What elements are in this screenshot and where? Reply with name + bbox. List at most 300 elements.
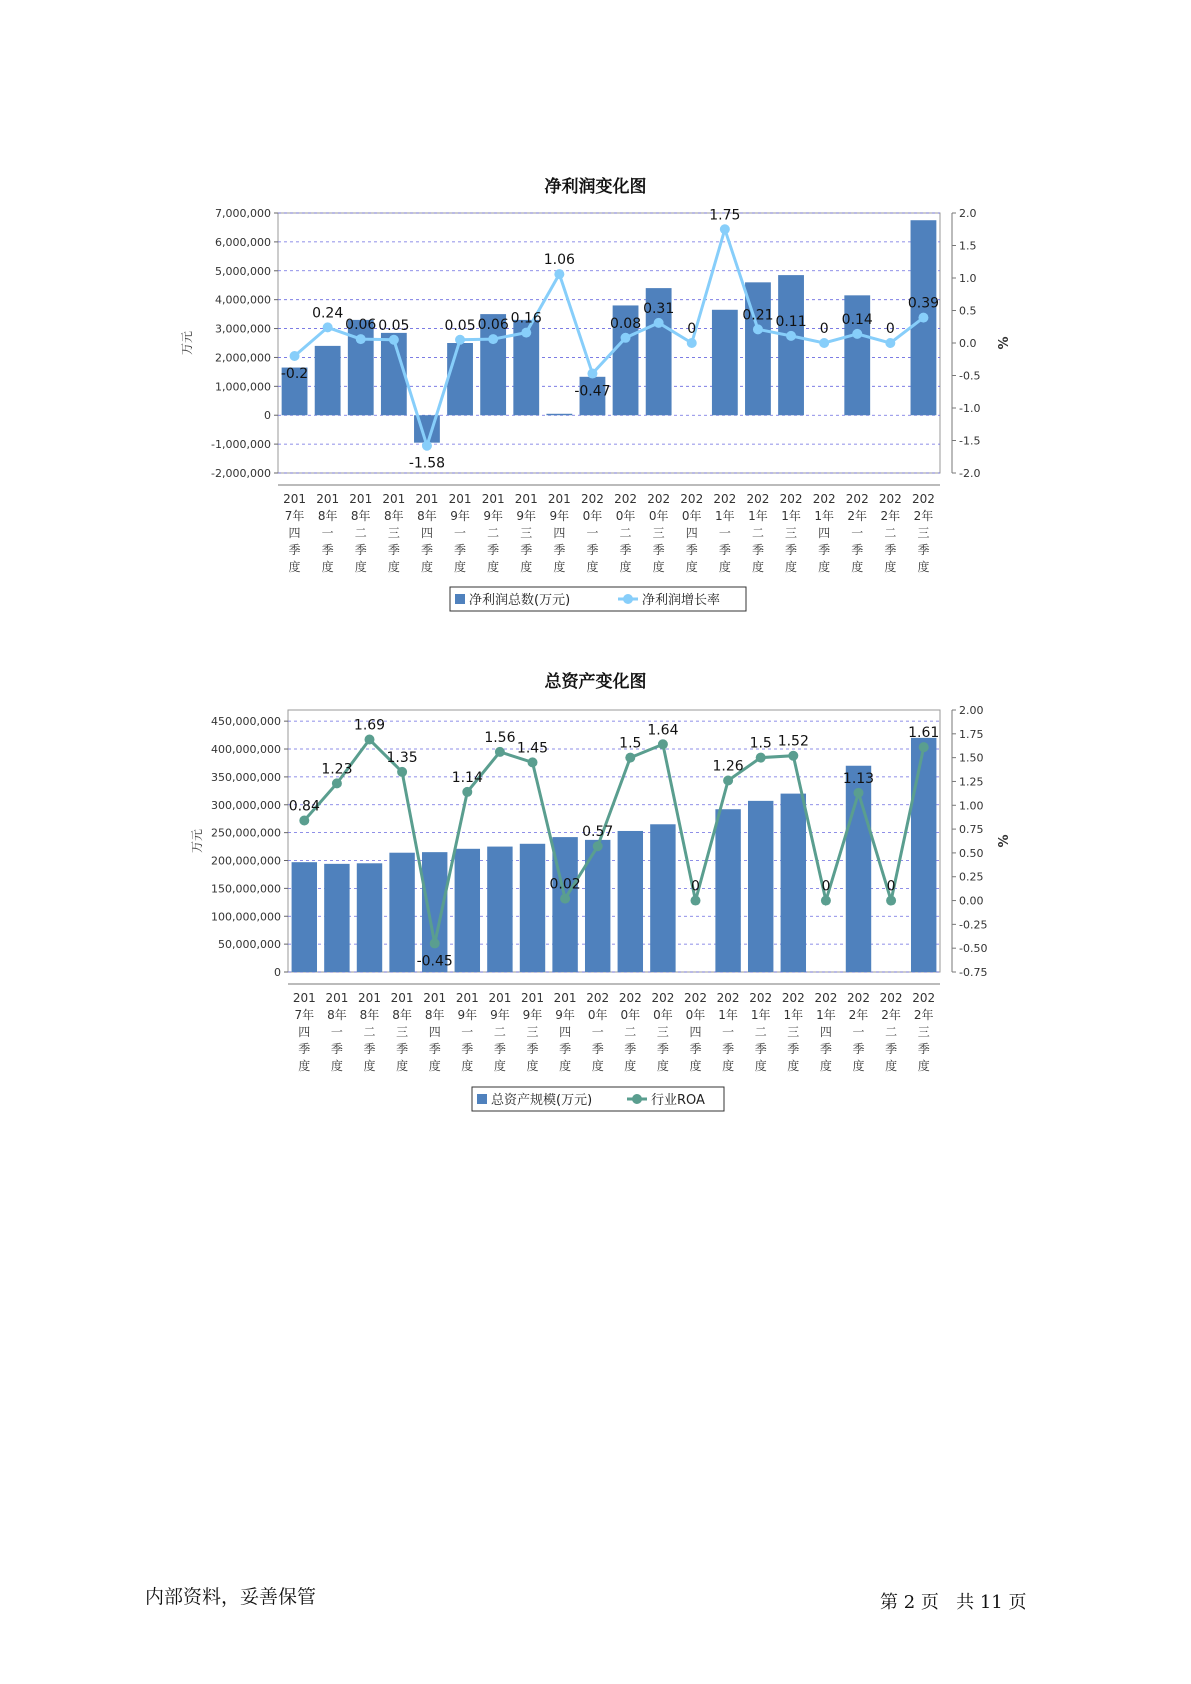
line-point	[488, 334, 498, 344]
line-point	[495, 747, 505, 757]
x-tick-label: 201	[448, 492, 472, 506]
x-tick-label: 三	[917, 1025, 930, 1039]
x-tick-label: 三	[656, 1025, 669, 1039]
line-point	[389, 335, 399, 345]
x-tick-label: 季	[363, 1042, 376, 1056]
data-label: 1.52	[777, 733, 809, 750]
data-label: 0.05	[444, 317, 476, 334]
y2-tick-label: -0.5	[959, 369, 981, 383]
x-tick-label: 度	[288, 560, 301, 574]
x-tick-label: 季	[559, 1042, 572, 1056]
y2-tick-label: 1.25	[959, 775, 984, 789]
legend-bar-swatch	[477, 1094, 487, 1104]
x-tick-label: 季	[917, 543, 930, 557]
legend-line-marker	[623, 594, 633, 604]
y-tick-label: 4,000,000	[215, 293, 271, 307]
y2-tick-label: 1.50	[959, 751, 984, 765]
x-tick-label: 季	[819, 1042, 832, 1056]
x-tick-label: 度	[851, 560, 864, 574]
x-tick-label: 季	[396, 1042, 409, 1056]
x-tick-label: 三	[917, 526, 930, 540]
x-tick-label: 一	[321, 526, 334, 540]
x-tick-label: 8年	[424, 1008, 445, 1022]
y-tick-label: 350,000,000	[211, 770, 281, 784]
x-tick-label: 8年	[327, 1008, 347, 1022]
x-tick-label: 一	[591, 1025, 604, 1039]
bar	[324, 864, 349, 972]
x-tick-label: 8年	[392, 1008, 412, 1022]
y-axis-title: 万元	[180, 330, 194, 356]
bar	[650, 824, 675, 972]
data-label: 1.75	[709, 207, 741, 224]
data-label: 1.64	[647, 722, 679, 739]
x-tick-label: 度	[852, 1059, 865, 1073]
x-tick-label: 季	[387, 543, 400, 557]
x-tick-label: 202	[618, 991, 642, 1005]
data-label: 0	[691, 878, 700, 895]
x-tick-label: 202	[812, 492, 836, 506]
x-tick-label: 一	[454, 526, 467, 540]
x-tick-label: 度	[885, 1059, 898, 1073]
y2-axis-title: %	[997, 834, 1012, 848]
x-tick-label: 201	[423, 991, 447, 1005]
x-tick-label: 度	[461, 1059, 474, 1073]
x-tick-label: 二	[624, 1025, 637, 1039]
y-tick-label: 100,000,000	[211, 910, 281, 924]
x-tick-label: 度	[819, 1059, 832, 1073]
data-label: 0	[821, 878, 831, 895]
x-tick-label: 9年	[549, 509, 570, 523]
line-point	[918, 313, 928, 323]
x-tick-label: 度	[818, 560, 831, 574]
data-label: 1.69	[353, 717, 386, 734]
x-tick-label: 四	[288, 526, 301, 540]
data-label: 0.24	[312, 305, 344, 322]
x-tick-label: 一	[722, 1025, 735, 1039]
x-tick-label: 202	[845, 492, 869, 506]
x-tick-label: 季	[330, 1042, 343, 1056]
line-point	[332, 778, 342, 788]
bar	[447, 343, 473, 415]
line-point	[587, 369, 597, 379]
data-label: 0.39	[907, 295, 940, 312]
x-tick-label: 一	[851, 526, 864, 540]
x-tick-label: 202	[680, 492, 704, 506]
x-tick-label: 度	[718, 560, 731, 574]
y2-tick-label: 0.25	[959, 870, 984, 884]
x-tick-label: 202	[878, 492, 902, 506]
y-tick-label: 200,000,000	[211, 854, 281, 868]
x-tick-label: 8年	[350, 509, 371, 523]
x-tick-label: 季	[321, 543, 334, 557]
x-tick-label: 季	[818, 543, 831, 557]
x-tick-label: 季	[787, 1042, 800, 1056]
x-tick-label: 1年	[814, 509, 834, 523]
line-point	[560, 894, 570, 904]
data-label: 0.84	[288, 798, 320, 815]
x-tick-label: 1年	[748, 509, 768, 523]
x-tick-label: 202	[586, 991, 610, 1005]
x-tick-label: 1年	[718, 1008, 738, 1022]
line-point	[691, 896, 701, 906]
x-tick-label: 度	[493, 1059, 506, 1073]
y-tick-label: -2,000,000	[211, 467, 271, 480]
line-point	[323, 322, 333, 332]
x-tick-label: 0年	[587, 1008, 608, 1022]
bar	[781, 794, 806, 972]
x-tick-label: 201	[415, 492, 439, 506]
bar	[357, 863, 382, 972]
line-point	[365, 735, 375, 745]
x-tick-label: 0年	[620, 1008, 641, 1022]
x-tick-label: 201	[358, 991, 381, 1005]
x-tick-label: 度	[652, 560, 665, 574]
data-label: 0.11	[775, 313, 807, 330]
x-tick-label: 度	[917, 560, 930, 574]
x-tick-label: 度	[396, 1059, 409, 1073]
x-tick-label: 四	[420, 526, 433, 540]
line-point	[528, 757, 538, 767]
x-tick-label: 9年	[457, 1008, 478, 1022]
y-tick-label: 150,000,000	[211, 882, 281, 896]
x-tick-label: 度	[586, 560, 599, 574]
y2-tick-label: 0.50	[959, 846, 984, 860]
y2-tick-label: -1.0	[959, 402, 981, 415]
y2-tick-label: 1.00	[959, 799, 984, 813]
bar	[520, 844, 545, 972]
x-tick-label: 度	[689, 1059, 702, 1073]
x-tick-label: 一	[586, 526, 599, 540]
data-label: 0	[885, 321, 895, 337]
x-tick-label: 四	[689, 1025, 702, 1039]
y-tick-label: 5,000,000	[215, 264, 271, 278]
x-tick-label: 度	[321, 560, 334, 574]
x-tick-label: 度	[624, 1059, 637, 1073]
x-tick-label: 四	[298, 1025, 311, 1039]
y-tick-label: 7,000,000	[215, 207, 271, 220]
data-label: -1.58	[408, 455, 446, 472]
y-tick-label: 2,000,000	[215, 351, 271, 365]
line-point	[299, 816, 309, 826]
x-tick-label: 度	[520, 560, 533, 574]
x-tick-label: 季	[754, 1042, 767, 1056]
line-point	[521, 328, 531, 338]
total-assets-chart	[0, 690, 1191, 1130]
x-tick-label: 一	[718, 526, 731, 540]
y-tick-label: 400,000,000	[211, 743, 281, 757]
chart2-title: 总资产变化图	[544, 672, 647, 692]
data-label: 1.13	[842, 770, 875, 787]
line-point	[462, 787, 472, 797]
y2-tick-label: 0.5	[959, 304, 977, 318]
total-pages: 11	[979, 1592, 1003, 1613]
x-tick-label: 季	[884, 543, 897, 557]
x-tick-label: 季	[553, 543, 566, 557]
y2-tick-label: 0.0	[959, 337, 977, 350]
legend-bar-swatch	[455, 594, 465, 604]
x-tick-label: 0年	[615, 509, 636, 523]
line-point	[397, 767, 407, 777]
y-tick-label: 250,000,000	[211, 826, 281, 840]
data-label: 1.26	[712, 758, 744, 775]
legend-line-marker	[632, 1094, 642, 1104]
line-point	[854, 788, 864, 798]
x-tick-label: 度	[685, 560, 698, 574]
x-tick-label: 二	[363, 1025, 376, 1039]
x-tick-label: 季	[288, 543, 301, 557]
y-tick-label: 450,000,000	[211, 715, 281, 729]
x-tick-label: 季	[619, 543, 632, 557]
x-tick-label: 季	[689, 1042, 702, 1056]
x-tick-label: 2年	[913, 509, 934, 523]
data-label: -0.2	[280, 366, 309, 382]
x-tick-label: 202	[814, 991, 838, 1005]
x-tick-label: 度	[754, 1059, 767, 1073]
bar	[455, 849, 480, 972]
data-label: 0.05	[378, 317, 410, 334]
x-tick-label: 201	[283, 492, 307, 506]
x-tick-label: 202	[911, 492, 935, 506]
y2-tick-label: -0.50	[959, 942, 988, 956]
x-tick-label: 0年	[648, 509, 669, 523]
y2-tick-label: 1.0	[959, 272, 977, 285]
x-tick-label: 二	[619, 526, 632, 540]
line-point	[786, 331, 796, 341]
data-label: 1.5	[749, 735, 772, 752]
x-tick-label: 季	[685, 543, 698, 557]
y-tick-label: 6,000,000	[215, 235, 271, 249]
x-tick-label: 度	[428, 1059, 441, 1073]
x-tick-label: 度	[884, 560, 897, 574]
x-tick-label: 一	[330, 1025, 343, 1039]
bar	[618, 831, 643, 972]
line-point	[852, 329, 862, 339]
data-label: 0	[687, 321, 697, 337]
x-tick-label: 201	[292, 991, 316, 1005]
x-tick-label: 201	[547, 492, 571, 506]
x-tick-label: 0年	[653, 1008, 673, 1022]
bar	[546, 414, 572, 415]
y2-tick-label: -0.25	[959, 918, 988, 932]
y-tick-label: 0	[264, 409, 271, 423]
x-tick-label: 度	[354, 560, 367, 574]
x-tick-label: 202	[749, 991, 773, 1005]
x-tick-label: 季	[354, 543, 367, 557]
x-tick-label: 0年	[681, 509, 702, 523]
x-tick-label: 202	[847, 991, 870, 1005]
bar	[748, 801, 773, 972]
x-tick-label: 201	[349, 492, 373, 506]
x-tick-label: 9年	[490, 1008, 510, 1022]
x-tick-label: 2年	[913, 1008, 934, 1022]
line-point	[885, 338, 895, 348]
x-tick-label: 8年	[417, 509, 437, 523]
x-tick-label: 季	[428, 1042, 441, 1056]
x-tick-label: 201	[481, 492, 505, 506]
x-tick-label: 四	[818, 526, 831, 540]
line-point	[886, 896, 896, 906]
line-point	[919, 742, 929, 752]
bar	[292, 862, 317, 972]
legend-bar-label: 净利润总数(万元)	[469, 593, 571, 608]
x-tick-label: 四	[553, 526, 566, 540]
line-point	[554, 269, 564, 279]
x-tick-label: 季	[420, 543, 433, 557]
x-tick-label: 三	[396, 1025, 409, 1039]
line-point	[723, 776, 733, 786]
x-tick-label: 二	[354, 526, 367, 540]
x-tick-label: 四	[559, 1025, 572, 1039]
legend-bar-label: 总资产规模(万元)	[491, 1093, 593, 1108]
x-tick-label: 202	[779, 492, 803, 506]
x-tick-label: 二	[754, 1025, 767, 1039]
y-tick-label: -1,000,000	[211, 438, 271, 452]
y2-tick-label: 0.00	[959, 894, 984, 908]
x-tick-label: 201	[553, 991, 577, 1005]
x-tick-label: 季	[493, 1042, 506, 1056]
line-point	[821, 896, 831, 906]
line-point	[621, 333, 631, 343]
line-point	[687, 338, 697, 348]
x-tick-label: 度	[526, 1059, 539, 1073]
data-label: 0.21	[742, 307, 774, 324]
x-tick-label: 9年	[483, 509, 503, 523]
x-tick-label: 202	[879, 991, 903, 1005]
x-tick-label: 度	[420, 560, 433, 574]
line-point	[654, 318, 664, 328]
x-tick-label: 1年	[816, 1008, 836, 1022]
page-number: 2	[903, 1592, 916, 1613]
data-label: 1.14	[451, 769, 483, 786]
y-tick-label: 0	[274, 966, 281, 979]
y2-tick-label: 0.75	[959, 823, 984, 837]
x-tick-label: 201	[325, 991, 349, 1005]
x-tick-label: 季	[885, 1042, 898, 1056]
page-prefix: 第	[880, 1592, 898, 1613]
x-tick-label: 二	[884, 526, 897, 540]
line-point	[658, 739, 668, 749]
legend-line-label: 行业ROA	[651, 1093, 705, 1108]
data-label: 1.23	[321, 761, 353, 778]
x-tick-label: 度	[722, 1059, 735, 1073]
data-label: 0	[886, 878, 896, 895]
y2-tick-label: -2.0	[959, 467, 981, 480]
x-tick-label: 1年	[783, 1008, 804, 1022]
x-tick-label: 202	[781, 991, 805, 1005]
x-tick-label: 一	[852, 1025, 865, 1039]
x-tick-label: 季	[751, 543, 764, 557]
x-tick-label: 季	[526, 1042, 539, 1056]
y2-tick-label: 1.75	[959, 727, 984, 741]
bar	[381, 333, 407, 415]
y2-tick-label: -1.5	[959, 434, 981, 448]
line-point	[625, 753, 635, 763]
x-tick-label: 季	[917, 1042, 930, 1056]
x-tick-label: 202	[614, 492, 638, 506]
x-tick-label: 度	[656, 1059, 669, 1073]
x-tick-label: 度	[553, 560, 566, 574]
x-tick-label: 2年	[848, 1008, 869, 1022]
x-tick-label: 度	[387, 560, 400, 574]
y-tick-label: 1,000,000	[215, 380, 271, 394]
x-tick-label: 季	[454, 543, 467, 557]
x-tick-label: 四	[819, 1025, 832, 1039]
y2-tick-label: 2.00	[959, 704, 984, 717]
x-tick-label: 季	[520, 543, 533, 557]
chart1	[0, 195, 1191, 635]
x-tick-label: 9年	[555, 1008, 575, 1022]
x-tick-label: 202	[713, 492, 737, 506]
y-tick-label: 50,000,000	[218, 938, 281, 952]
data-label: -0.45	[416, 953, 453, 970]
line-point	[356, 334, 366, 344]
x-tick-label: 季	[591, 1042, 604, 1056]
x-tick-label: 季	[586, 543, 599, 557]
x-tick-label: 度	[917, 1059, 930, 1073]
data-label: 0.02	[549, 876, 581, 893]
x-tick-label: 季	[461, 1042, 474, 1056]
x-tick-label: 度	[751, 560, 764, 574]
x-tick-label: 三	[520, 526, 533, 540]
data-label: 0.16	[510, 310, 542, 327]
y2-axis-title: %	[997, 336, 1012, 350]
x-tick-label: 三	[652, 526, 665, 540]
line-point	[593, 841, 603, 851]
x-tick-label: 2年	[881, 1008, 901, 1022]
line-point	[788, 751, 798, 761]
data-label: 0.08	[609, 315, 642, 332]
data-label: 0.06	[477, 317, 509, 334]
bar	[911, 738, 936, 972]
x-tick-label: 202	[684, 991, 707, 1005]
data-label: -0.47	[574, 383, 611, 400]
line-point	[430, 938, 440, 948]
data-label: 1.06	[543, 252, 575, 269]
x-tick-label: 8年	[317, 509, 338, 523]
x-tick-label: 度	[787, 1059, 800, 1073]
x-tick-label: 7年	[284, 509, 305, 523]
y-tick-label: 300,000,000	[211, 798, 281, 812]
confidential-note: 内部资料，妥善保管	[145, 1586, 317, 1608]
x-tick-label: 0年	[685, 1008, 706, 1022]
x-tick-label: 9年	[516, 509, 537, 523]
line-point	[819, 338, 829, 348]
x-tick-label: 9年	[522, 1008, 543, 1022]
y2-tick-label: 2.0	[959, 207, 977, 220]
x-tick-label: 2年	[847, 509, 868, 523]
data-label: 0.31	[643, 300, 675, 317]
x-tick-label: 度	[591, 1059, 604, 1073]
x-tick-label: 202	[912, 991, 936, 1005]
x-tick-label: 三	[387, 526, 400, 540]
plot-area	[278, 213, 940, 473]
x-tick-label: 1年	[781, 509, 801, 523]
x-tick-label: 季	[298, 1042, 311, 1056]
line-point	[290, 351, 300, 361]
bar	[389, 853, 414, 972]
bar	[315, 346, 341, 415]
x-tick-label: 201	[521, 991, 544, 1005]
x-tick-label: 2年	[880, 509, 901, 523]
data-label: 1.5	[619, 735, 642, 752]
y2-tick-label: 1.5	[959, 239, 977, 253]
x-tick-label: 201	[390, 991, 414, 1005]
x-tick-label: 8年	[384, 509, 404, 523]
y2-tick-label: -0.75	[959, 966, 988, 979]
chart2	[0, 690, 1191, 1130]
x-tick-label: 季	[656, 1042, 669, 1056]
x-tick-label: 202	[647, 492, 671, 506]
